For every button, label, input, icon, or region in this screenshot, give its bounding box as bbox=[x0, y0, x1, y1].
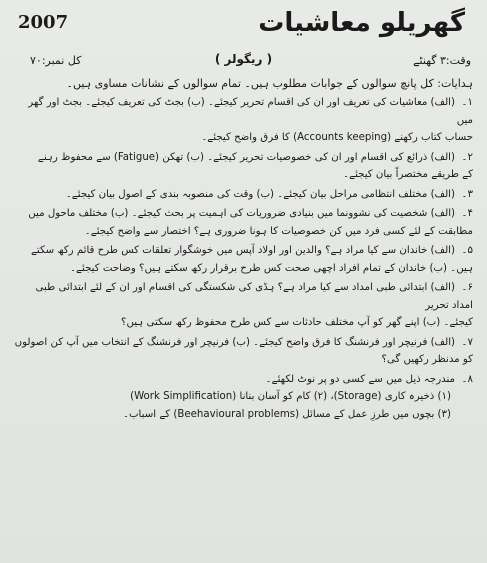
question-number: ۷۔ bbox=[461, 336, 473, 348]
question-text: کو مدنظر رکھیں گی؟ bbox=[381, 354, 473, 365]
question-text: مطابقت کے لئے کسی فرد میں کن خصوصیات کا ہونا ضروری ہے؟ اختصار سے واضح کیجئے۔ bbox=[84, 225, 473, 237]
exam-year: 2007 bbox=[18, 12, 69, 33]
total-marks: کل نمبر:۷۰ bbox=[30, 54, 82, 67]
question-7 bbox=[10, 334, 477, 369]
question-list bbox=[10, 94, 477, 424]
question-number: ۵۔ bbox=[461, 245, 473, 256]
question-2 bbox=[10, 149, 477, 184]
question-text: مندرجہ ذیل میں سے کسی دو پر نوٹ لکھئے۔ bbox=[265, 373, 455, 385]
question-text: (الف) معاشیات کی تعریف اور ان کی اقسام تحریر کیجئے۔ (ب) بجٹ کی تعریف کیجئے۔ بجٹ اور گھر میں bbox=[28, 97, 473, 126]
question-text: (الف) فرنیچر اور فرنشنگ کا فرق واضح کیجئے۔ (ب) فرنیچر اور فرنشنگ کے انتخاب میں آپ کن اصولوں bbox=[14, 336, 455, 348]
exam-meta bbox=[10, 50, 477, 72]
question-6 bbox=[10, 279, 477, 332]
question-number: ۴۔ bbox=[461, 208, 473, 219]
question-8 bbox=[10, 371, 477, 389]
question-text: کیجئے۔ (ب) اپنے گھر کو آپ مختلف حادثات سے کس طرح محفوظ رکھ سکتی ہیں؟ bbox=[121, 317, 473, 328]
question-text: (الف) خاندان سے کیا مراد ہے؟ والدین اور اولاد آپس میں خوشگوار تعلقات کس طرح قائم رکھ سکتے bbox=[30, 245, 455, 256]
note-option-2: (۳) بچوں میں طرزِ عمل کے مسائل (Beehavioural problems) کے اسباب۔ bbox=[123, 409, 451, 420]
question-text: کے طریقے مختصراً بیان کیجئے۔ bbox=[343, 169, 473, 180]
question-number: ۱۔ bbox=[461, 97, 473, 108]
question-3 bbox=[10, 186, 477, 204]
question-number: ۲۔ bbox=[461, 151, 473, 163]
question-1 bbox=[10, 94, 477, 147]
question-text: ہیں۔ (ب) خاندان کے تمام افراد اچھی صحت کس طرح برقرار رکھ سکتے ہیں؟ وضاحت کیجئے۔ bbox=[70, 262, 473, 274]
page-title: گھریلو معاشیات bbox=[258, 8, 465, 38]
question-text: (الف) ابتدائی طبی امداد سے کیا مراد ہے؟ ہڈی کی شکستگی کی اقسام اور ان کے لئے ابتدائی طبی امداد تحریر bbox=[35, 282, 473, 311]
paper-type: ( ریگولر ) bbox=[214, 52, 273, 66]
instructions: ہدایات: کل پانچ سوالوں کے جوابات مطلوب ہیں۔ تمام سوالوں کے نشانات مساوی ہیں۔ bbox=[66, 77, 473, 90]
question-5 bbox=[10, 242, 477, 277]
question-text: (الف) ذرائع کی اقسام اور ان کی خصوصیات تحریر کیجئے۔ (ب) تھکن (Fatigue) سے محفوظ رہنے bbox=[37, 151, 455, 163]
question-number: ۳۔ bbox=[461, 188, 473, 200]
question-text: (الف) شخصیت کی نشوونما میں بنیادی ضروریات کی اہمیت پر بحث کیجئے۔ (ب) مختلف ماحول میں bbox=[28, 208, 455, 219]
page-header bbox=[10, 6, 477, 46]
question-number: ۶۔ bbox=[461, 282, 473, 293]
question-text: حساب کتاب رکھنے (Accounts keeping) کا فرق واضح کیجئے۔ bbox=[201, 132, 473, 143]
question-text: (الف) مختلف انتظامی مراحل بیان کیجئے۔ (ب) وقت کی منصوبہ بندی کے اصول بیان کیجئے۔ bbox=[65, 188, 455, 200]
question-number: ۸۔ bbox=[461, 373, 473, 385]
time-allowed: وقت:۳ گھنٹے bbox=[413, 54, 471, 67]
question-4 bbox=[10, 205, 477, 240]
note-option-1: (۱) ذخیرہ کاری (Storage)، (۲) کام کو آسان بنانا (Work Simplification) bbox=[130, 391, 451, 402]
